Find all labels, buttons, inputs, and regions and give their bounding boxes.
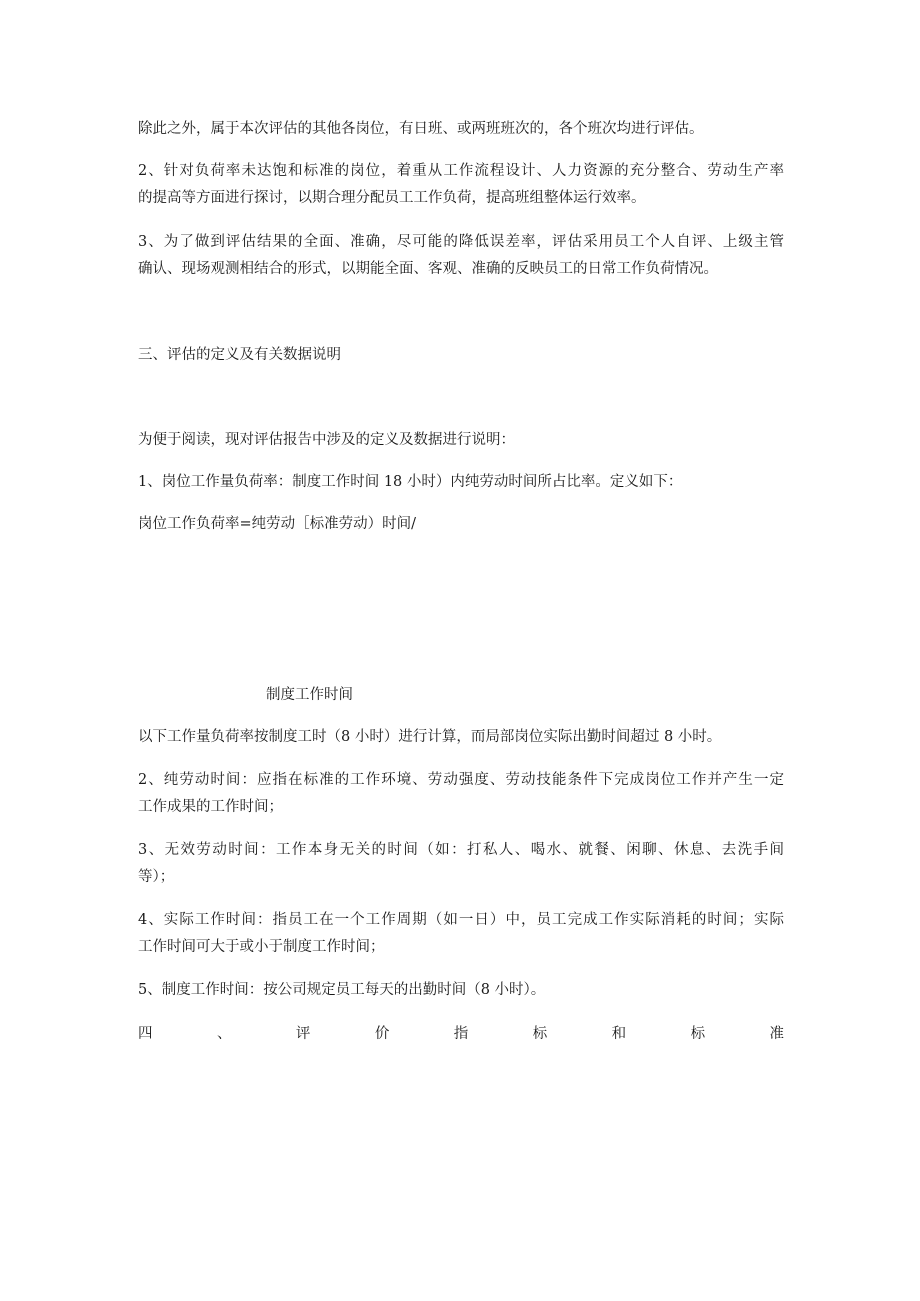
definitions-intro: 为便于阅读，现对评估报告中涉及的定义及数据进行说明：	[138, 432, 515, 448]
definition-4-line-2: 工作时间可大于或小于制度工作时间；	[138, 939, 385, 955]
section-4-heading-char: 准	[769, 1026, 784, 1042]
paragraph-shift-note: 除此之外，属于本次评估的其他各岗位，有日班、或两班班次的，各个班次均进行评估。	[138, 121, 704, 137]
definition-1: 1、岗位工作量负荷率：制度工作时间 18 小时）内纯劳动时间所占比率。定义如下：	[138, 474, 683, 490]
formula-numerator: 岗位工作负荷率=纯劳动［标准劳动）时间/	[138, 516, 417, 532]
item-2-line-2: 的提高等方面进行探讨，以期合理分配员工工作负荷，提高班组整体运行效率。	[138, 190, 646, 206]
section-4-heading-char: 价	[374, 1026, 390, 1042]
definition-2-line-1: 2、纯劳动时间：应指在标准的工作环境、劳动强度、劳动技能条件下完成岗位工作并产生一定	[138, 772, 784, 788]
section-4-heading-char: 、	[216, 1026, 232, 1042]
formula-denominator: 制度工作时间	[266, 687, 353, 703]
working-hours-note: 以下工作量负荷率按制度工时（8 小时）进行计算，而局部岗位实际出勤时间超过 8 小时。	[138, 729, 722, 745]
definition-5: 5、制度工作时间：按公司规定员工每天的出勤时间（8 小时）。	[138, 982, 546, 998]
section-4-heading-char: 评	[295, 1026, 311, 1042]
definition-2-line-2: 工作成果的工作时间；	[138, 799, 283, 815]
section-4-heading	[138, 1024, 784, 1044]
definition-3-line-2: 等）；	[138, 869, 175, 885]
section-4-heading-char: 四	[138, 1026, 153, 1042]
section-4-heading-char: 指	[453, 1026, 469, 1042]
item-3-line-1: 3、为了做到评估结果的全面、准确，尽可能的降低误差率，评估采用员工个人自评、上级主管	[138, 234, 784, 250]
section-3-heading: 三、评估的定义及有关数据说明	[138, 347, 341, 363]
item-2-line-1: 2、针对负荷率未达饱和标准的岗位，着重从工作流程设计、人力资源的充分整合、劳动生产率	[138, 163, 784, 179]
definition-3-line-1: 3、无效劳动时间：工作本身无关的时间（如：打私人、喝水、就餐、闲聊、休息、去洗手间	[138, 842, 784, 858]
section-4-heading-char: 标	[690, 1026, 706, 1042]
section-4-heading-char: 标	[532, 1026, 548, 1042]
definition-4-line-1: 4、实际工作时间：指员工在一个工作周期（如一日）中，员工完成工作实际消耗的时间；实际	[138, 912, 784, 928]
section-4-heading-char: 和	[611, 1026, 627, 1042]
item-3-line-2: 确认、现场观测相结合的形式，以期能全面、客观、准确的反映员工的日常工作负荷情况。	[138, 261, 718, 277]
